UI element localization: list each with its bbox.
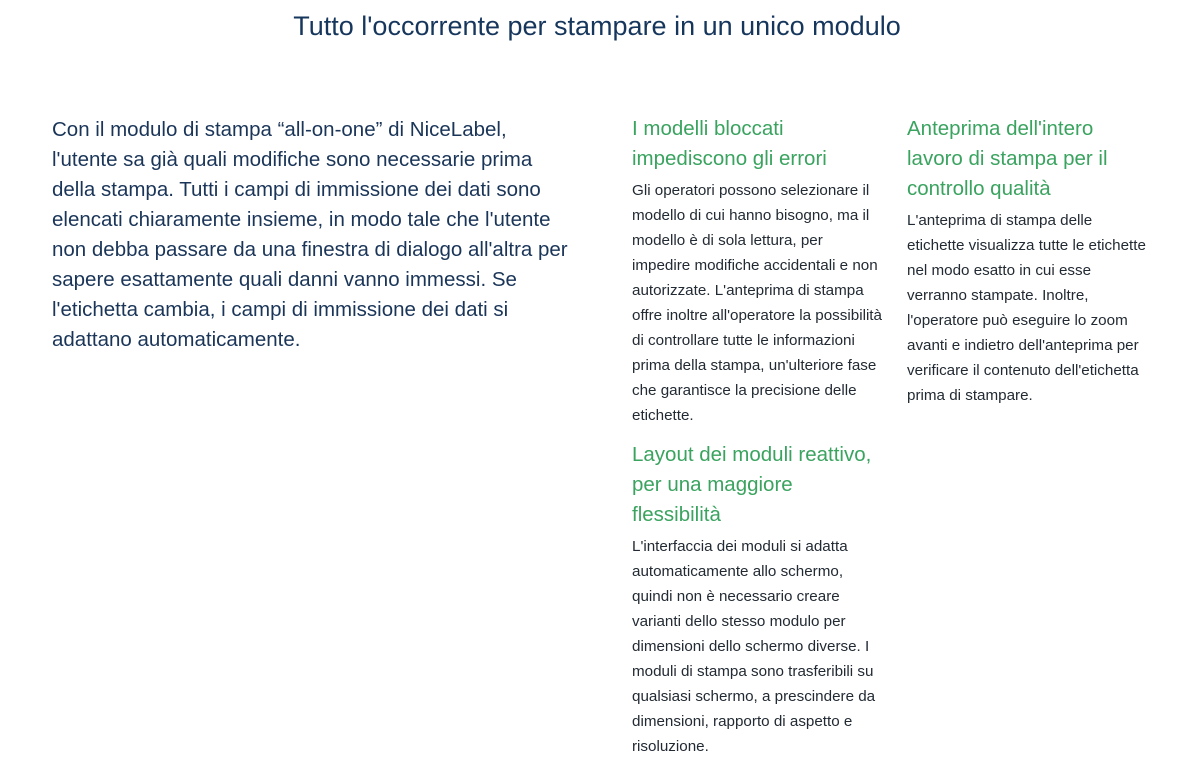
feature-print-preview [907,114,1152,408]
intro-paragraph: Con il modulo di stampa “all-on-one” di NiceLabel, l'utente sa già quali modifiche sono necessarie prima della stampa. Tutti i campi di immissione dei dati sono elencati chiaramente insieme, in modo tale che l'utente non debba passare da una finestra di dialogo all'altra per sapere esattamente quali danni vanno immessi. Se l'etichetta cambia, i campi di immissione dei dati si adattano automaticamente. [52,118,568,351]
feature-heading: Layout dei moduli reattivo, per una maggiore flessibilità [632,443,872,526]
feature-body: L'interfaccia dei moduli si adatta automaticamente allo schermo, quindi non è necessario creare varianti dello stesso modulo per dimensioni dello schermo diverse. I moduli di stampa sono trasferibili su qualsiasi schermo, a prescindere da dimensioni, rapporto di aspetto e risoluzione. [632,538,876,755]
feature-body: Gli operatori possono selezionare il modello di cui hanno bisogno, ma il modello è di sola lettura, per impedire modifiche accidentali e non autorizzate. L'anteprima di stampa offre inoltre all'operatore la possibilità di controllare tutte le informazioni prima della stampa, un'ulteriore fase che garantisce la precisione delle etichette. [632,182,882,424]
feature-heading: I modelli bloccati impediscono gli errori [632,117,827,170]
feature-locked-templates [632,114,882,428]
feature-body: L'anteprima di stampa delle etichette visualizza tutte le etichette nel modo esatto in cui esse verranno stampate. Inoltre, l'operatore può eseguire lo zoom avanti e indietro dell'anteprima per verificare il contenuto dell'etichetta prima di stampare. [907,212,1146,404]
feature-responsive-layout [632,440,882,759]
feature-heading: Anteprima dell'intero lavoro di stampa per il controllo qualità [907,117,1108,200]
page-title: Tutto l'occorrente per stampare in un unico modulo [293,11,901,41]
